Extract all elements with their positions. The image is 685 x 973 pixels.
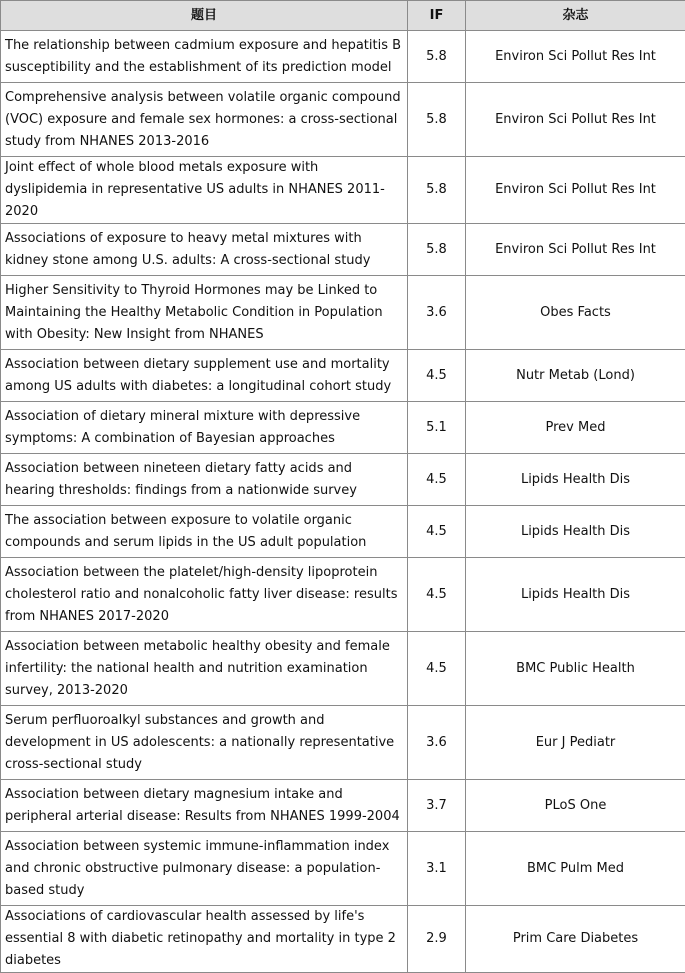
journal-cell: Prev Med <box>466 402 685 454</box>
journal-cell: Environ Sci Pollut Res Int <box>466 31 685 83</box>
impact-factor-cell: 4.5 <box>408 350 466 402</box>
table-row <box>1 350 685 402</box>
impact-factor-cell: 5.8 <box>408 83 466 157</box>
table-row <box>1 558 685 632</box>
impact-factor-cell: 3.7 <box>408 780 466 832</box>
header-if: IF <box>408 1 466 31</box>
journal-cell: Eur J Pediatr <box>466 706 685 780</box>
journal-cell: Lipids Health Dis <box>466 506 685 558</box>
impact-factor-cell: 2.9 <box>408 906 466 973</box>
table-row <box>1 157 685 224</box>
impact-factor-cell: 4.5 <box>408 632 466 706</box>
table-row <box>1 31 685 83</box>
paper-title-cell: Associations of exposure to heavy metal mixtures with kidney stone among U.S. adults: A cross-sectional study <box>1 224 408 276</box>
journal-cell: Environ Sci Pollut Res Int <box>466 157 685 224</box>
journal-cell: Lipids Health Dis <box>466 558 685 632</box>
table-row <box>1 832 685 906</box>
table-row <box>1 276 685 350</box>
paper-title-cell: The relationship between cadmium exposure and hepatitis B susceptibility and the establishment of its prediction model <box>1 31 408 83</box>
paper-title-cell: Comprehensive analysis between volatile organic compound (VOC) exposure and female sex hormones: a cross-sectional study from NHANES 2013-2016 <box>1 83 408 157</box>
paper-title-cell: Associations of cardiovascular health assessed by life's essential 8 with diabetic retinopathy and mortality in type 2 diabetes <box>1 906 408 973</box>
paper-title-cell: Association between systemic immune-inflammation index and chronic obstructive pulmonary disease: a population-based study <box>1 832 408 906</box>
paper-title-cell: Association between nineteen dietary fatty acids and hearing thresholds: findings from a nationwide survey <box>1 454 408 506</box>
paper-title-cell: Association between the platelet/high-density lipoprotein cholesterol ratio and nonalcoholic fatty liver disease: results from NHANES 2017-2020 <box>1 558 408 632</box>
journal-cell: BMC Public Health <box>466 632 685 706</box>
impact-factor-cell: 3.6 <box>408 706 466 780</box>
table-row <box>1 454 685 506</box>
impact-factor-cell: 4.5 <box>408 454 466 506</box>
journal-cell: Lipids Health Dis <box>466 454 685 506</box>
paper-title-cell: Association of dietary mineral mixture with depressive symptoms: A combination of Bayesian approaches <box>1 402 408 454</box>
table-row <box>1 402 685 454</box>
journal-cell: Obes Facts <box>466 276 685 350</box>
table-row <box>1 632 685 706</box>
impact-factor-cell: 4.5 <box>408 558 466 632</box>
paper-title-cell: Association between dietary supplement use and mortality among US adults with diabetes: a longitudinal cohort study <box>1 350 408 402</box>
paper-title-cell: Serum perfluoroalkyl substances and growth and development in US adolescents: a nationally representative cross-sectional study <box>1 706 408 780</box>
header-row <box>1 1 685 31</box>
impact-factor-cell: 5.8 <box>408 31 466 83</box>
impact-factor-cell: 5.1 <box>408 402 466 454</box>
table-row <box>1 706 685 780</box>
journal-cell: PLoS One <box>466 780 685 832</box>
impact-factor-cell: 3.1 <box>408 832 466 906</box>
impact-factor-cell: 5.8 <box>408 224 466 276</box>
impact-factor-cell: 3.6 <box>408 276 466 350</box>
journal-cell: Environ Sci Pollut Res Int <box>466 224 685 276</box>
header-title: 题目 <box>1 1 408 31</box>
table-row <box>1 906 685 973</box>
impact-factor-cell: 5.8 <box>408 157 466 224</box>
table-row <box>1 780 685 832</box>
table-row <box>1 224 685 276</box>
paper-title-cell: Higher Sensitivity to Thyroid Hormones may be Linked to Maintaining the Healthy Metabolic Condition in Population with Obesity: New Insight from NHANES <box>1 276 408 350</box>
journal-cell: Environ Sci Pollut Res Int <box>466 83 685 157</box>
paper-title-cell: Association between dietary magnesium intake and peripheral arterial disease: Results from NHANES 1999-2004 <box>1 780 408 832</box>
table-row <box>1 506 685 558</box>
journal-cell: Nutr Metab (Lond) <box>466 350 685 402</box>
paper-title-cell: Association between metabolic healthy obesity and female infertility: the national health and nutrition examination survey, 2013-2020 <box>1 632 408 706</box>
paper-title-cell: The association between exposure to volatile organic compounds and serum lipids in the US adult population <box>1 506 408 558</box>
journal-cell: BMC Pulm Med <box>466 832 685 906</box>
table-row <box>1 83 685 157</box>
journal-cell: Prim Care Diabetes <box>466 906 685 973</box>
header-journal: 杂志 <box>466 1 685 31</box>
impact-factor-cell: 4.5 <box>408 506 466 558</box>
paper-title-cell: Joint effect of whole blood metals exposure with dyslipidemia in representative US adults in NHANES 2011-2020 <box>1 157 408 224</box>
